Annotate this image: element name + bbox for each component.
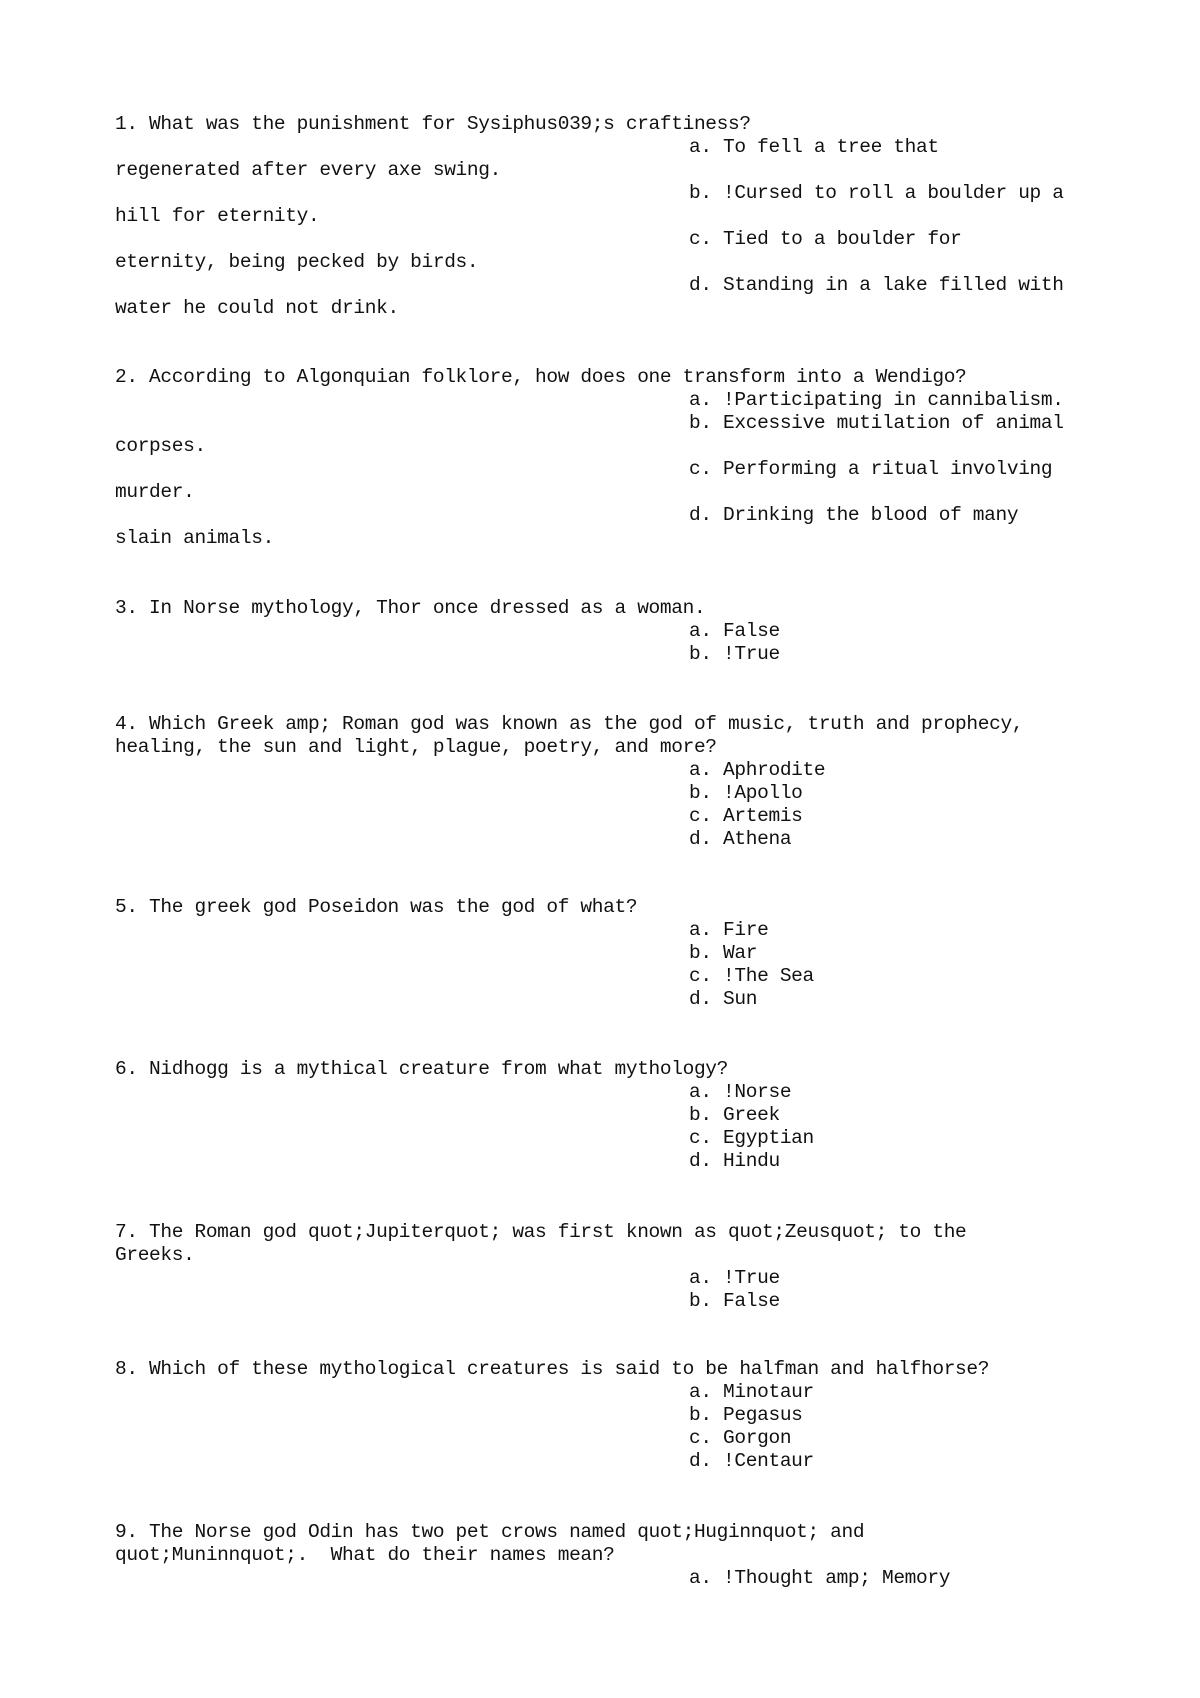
answer-option: a. !Participating in cannibalism. xyxy=(689,389,1064,411)
answer-option: a. !True xyxy=(689,1267,780,1289)
answer-option-continued: regenerated after every axe swing. xyxy=(115,159,501,181)
answer-option-continued: eternity, being pecked by birds. xyxy=(115,251,479,273)
answer-option: a. Fire xyxy=(689,919,769,941)
answer-option: a. Aphrodite xyxy=(689,759,826,781)
answer-option-continued: hill for eternity. xyxy=(115,205,320,227)
answer-option-continued: murder. xyxy=(115,481,195,503)
answer-option: a. !Thought amp; Memory xyxy=(689,1567,951,1589)
question-text: 4. Which Greek amp; Roman god was known as the god of music, truth and prophecy, xyxy=(115,713,1024,735)
question-text: 9. The Norse god Odin has two pet crows named quot;Huginnquot; and xyxy=(115,1521,865,1543)
answer-option: a. To fell a tree that xyxy=(689,136,939,158)
answer-option: c. Tied to a boulder for xyxy=(689,228,962,250)
answer-option: c. Artemis xyxy=(689,805,803,827)
answer-option: a. Minotaur xyxy=(689,1381,814,1403)
question-text: 3. In Norse mythology, Thor once dressed as a woman. xyxy=(115,597,706,619)
answer-option: c. Egyptian xyxy=(689,1127,814,1149)
answer-option: d. !Centaur xyxy=(689,1450,814,1472)
answer-option: b. !True xyxy=(689,643,780,665)
answer-option: c. !The Sea xyxy=(689,965,814,987)
question-text-continued: quot;Muninnquot;. What do their names mean? xyxy=(115,1544,615,1566)
answer-option: d. Athena xyxy=(689,828,792,850)
question-text: 8. Which of these mythological creatures is said to be halfman and halfhorse? xyxy=(115,1358,990,1380)
answer-option: d. Hindu xyxy=(689,1150,780,1172)
question-text: 1. What was the punishment for Sysiphus039;s craftiness? xyxy=(115,113,751,135)
answer-option-continued: slain animals. xyxy=(115,527,274,549)
answer-option: b. False xyxy=(689,1290,780,1312)
answer-option: d. Standing in a lake filled with xyxy=(689,274,1064,296)
answer-option: a. !Norse xyxy=(689,1081,792,1103)
answer-option: b. War xyxy=(689,942,758,964)
answer-option: c. Gorgon xyxy=(689,1427,792,1449)
answer-option: b. Pegasus xyxy=(689,1404,803,1426)
answer-option: d. Drinking the blood of many xyxy=(689,504,1019,526)
answer-option: c. Performing a ritual involving xyxy=(689,458,1053,480)
answer-option: b. !Cursed to roll a boulder up a xyxy=(689,182,1064,204)
answer-option: d. Sun xyxy=(689,988,758,1010)
answer-option: b. Greek xyxy=(689,1104,780,1126)
question-text-continued: Greeks. xyxy=(115,1244,195,1266)
answer-option-continued: corpses. xyxy=(115,435,206,457)
answer-option-continued: water he could not drink. xyxy=(115,297,399,319)
question-text: 5. The greek god Poseidon was the god of what? xyxy=(115,896,638,918)
answer-option: b. Excessive mutilation of animal xyxy=(689,412,1064,434)
question-text-continued: healing, the sun and light, plague, poetry, and more? xyxy=(115,736,717,758)
question-text: 7. The Roman god quot;Jupiterquot; was first known as quot;Zeusquot; to the xyxy=(115,1221,967,1243)
question-text: 2. According to Algonquian folklore, how does one transform into a Wendigo? xyxy=(115,366,967,388)
answer-option: b. !Apollo xyxy=(689,782,803,804)
answer-option: a. False xyxy=(689,620,780,642)
question-text: 6. Nidhogg is a mythical creature from what mythology? xyxy=(115,1058,729,1080)
